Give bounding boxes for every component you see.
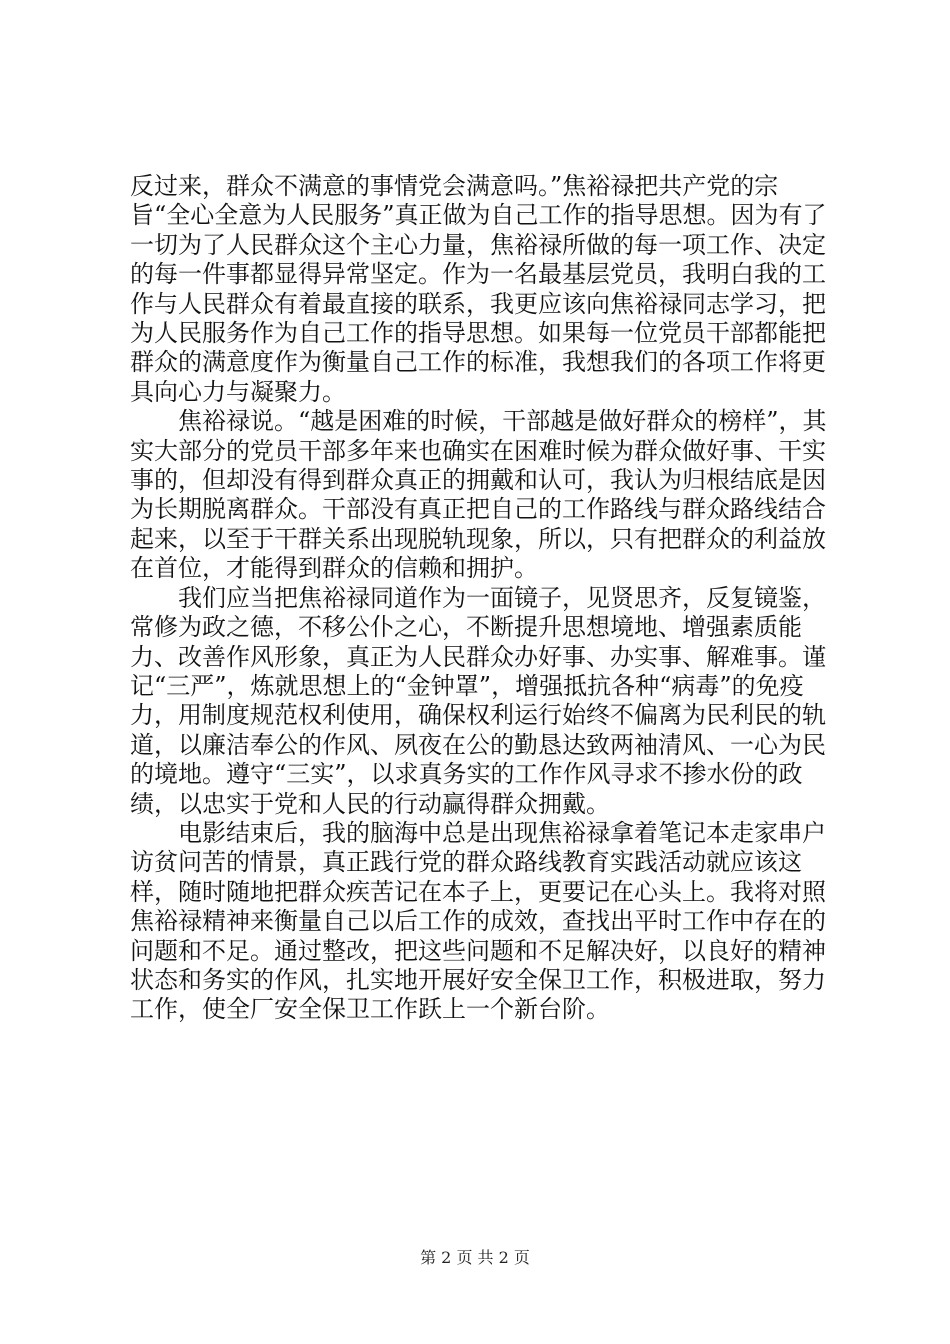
paragraph-4: 电影结束后，我的脑海中总是出现焦裕禄拿着笔记本走家串户访贫问苦的情景，真正践行党的群众路线教育实践活动就应该这样，随时随地把群众疾苦记在本子上，更要记在心头上。我将对照焦裕禄精神来衡量自己以后工作的成效，查找出平时工作中存在的问题和不足。通过整改，把这些问题和不足解决好，以良好的精神状态和务实的作风，扎实地开展好安全保卫工作，积极进取，努力工作，使全厂安全保卫工作跃上一个新台阶。	[130, 818, 826, 1024]
paragraph-1: 反过来，群众不满意的事情党会满意吗。”焦裕禄把共产党的宗旨“全心全意为人民服务”真正做为自己工作的指导思想。因为有了一切为了人民群众这个主心力量，焦裕禄所做的每一项工作、决定的每一件事都显得异常坚定。作为一名最基层党员，我明白我的工作与人民群众有着最直接的联系，我更应该向焦裕禄同志学习，把为人民服务作为自己工作的指导思想。如果每一位党员干部都能把群众的满意度作为衡量自己工作的标准，我想我们的各项工作将更具向心力与凝聚力。	[130, 172, 827, 406]
paragraph-2: 焦裕禄说。“越是困难的时候，干部越是做好群众的榜样”，其实大部分的党员干部多年来也确实在困难时候为群众做好事、干实事的，但却没有得到群众真正的拥戴和认可，我认为归根结底是因为长期脱离群众。干部没有真正把自己的工作路线与群众路线结合起来，以至于干群关系出现脱轨现象，所以，只有把群众的利益放在首位，才能得到群众的信赖和拥护。	[130, 407, 827, 583]
document-body	[130, 172, 830, 1025]
page-footer: 第 2 页 共 2 页	[420, 1248, 530, 1267]
paragraph-3: 我们应当把焦裕禄同道作为一面镜子，见贤思齐，反复镜鉴，常修为政之德，不移公仆之心，不断提升思想境地、增强素质能力、改善作风形象，真正为人民群众办好事、办实事、解难事。谨记“三严”，炼就思想上的“金钟罩”，增强抵抗各种“病毒”的免疫力，用制度规范权利使用，确保权利运行始终不偏离为民利民的轨道，以廉洁奉公的作风、夙夜在公的勤恳达致两袖清风、一心为民的境地。遵守“三实”，以求真务实的工作作风寻求不掺水份的政绩，以忠实于党和人民的行动赢得群众拥戴。	[130, 583, 826, 818]
